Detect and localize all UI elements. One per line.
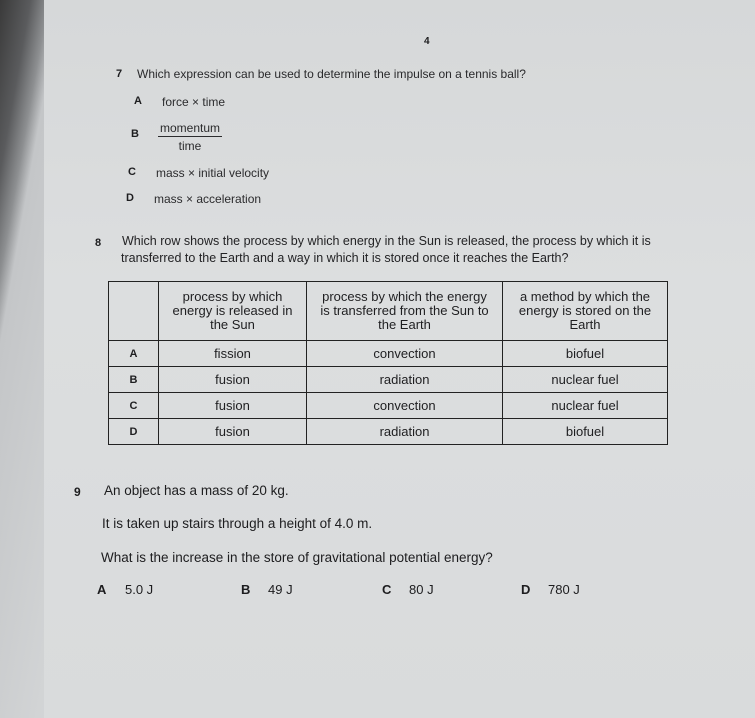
- q9-number: 9: [74, 485, 81, 499]
- q9-answer-c-letter: C: [382, 582, 392, 597]
- q9-answer-d-text: 780 J: [548, 582, 580, 597]
- row-released: fission: [159, 341, 307, 367]
- row-letter: B: [109, 367, 159, 393]
- fraction-numerator: momentum: [160, 121, 221, 135]
- q8-question-line1: Which row shows the process by which energy in the Sun is released, the process by which it is: [122, 234, 651, 248]
- row-transferred: convection: [307, 341, 503, 367]
- q7-option-c-text: mass × initial velocity: [156, 166, 270, 180]
- q7-option-d-letter: D: [126, 192, 134, 204]
- q9-line3: What is the increase in the store of gravitational potential energy?: [101, 550, 493, 565]
- table-header-row: [109, 282, 668, 341]
- row-stored: biofuel: [503, 419, 668, 445]
- row-letter: C: [109, 393, 159, 419]
- row-released: fusion: [159, 367, 307, 393]
- page-number: 4: [424, 36, 430, 47]
- q9-line1: An object has a mass of 20 kg.: [104, 483, 289, 498]
- q7-option-b-fraction: [158, 121, 222, 153]
- q7-question: Which expression can be used to determine the impulse on a tennis ball?: [137, 67, 526, 81]
- table-row: [109, 419, 668, 445]
- q8-answer-table: [108, 281, 668, 445]
- row-stored: biofuel: [503, 341, 668, 367]
- q7-option-d-text: mass × acceleration: [154, 192, 262, 206]
- row-transferred: convection: [307, 393, 503, 419]
- row-transferred: radiation: [307, 419, 503, 445]
- q7-option-c-letter: C: [128, 166, 136, 178]
- row-released: fusion: [159, 393, 307, 419]
- row-stored: nuclear fuel: [503, 393, 668, 419]
- table-row: [109, 393, 668, 419]
- fraction-denominator: time: [178, 139, 202, 153]
- q8-number: 8: [95, 237, 102, 249]
- table-header-stored: a method by which the energy is stored on the Earth: [503, 282, 668, 341]
- row-stored: nuclear fuel: [503, 367, 668, 393]
- table-row: [109, 341, 668, 367]
- row-released: fusion: [159, 419, 307, 445]
- q7-option-a-text: force × time: [162, 95, 226, 109]
- table-row: [109, 367, 668, 393]
- table-header-transferred: process by which the energy is transferred from the Sun to the Earth: [307, 282, 503, 341]
- row-letter: A: [109, 341, 159, 367]
- row-letter: D: [109, 419, 159, 445]
- q9-answer-c-text: 80 J: [409, 582, 434, 597]
- q9-answer-a-text: 5.0 J: [125, 582, 154, 597]
- q9-answer-b-letter: B: [241, 582, 251, 597]
- q9-answer-d-letter: D: [521, 582, 531, 597]
- table-header-blank: [109, 282, 159, 341]
- q9-answer-b-text: 49 J: [268, 582, 293, 597]
- q9-answer-a-letter: A: [97, 582, 107, 597]
- q7-option-a-letter: A: [134, 95, 142, 107]
- q8-question-line2: transferred to the Earth and a way in which it is stored once it reaches the Earth?: [121, 251, 569, 265]
- q7-option-b-letter: B: [131, 128, 139, 140]
- table-header-released: process by which energy is released in the Sun: [159, 282, 307, 341]
- row-transferred: radiation: [307, 367, 503, 393]
- q9-line2: It is taken up stairs through a height of 4.0 m.: [102, 516, 373, 531]
- q7-number: 7: [116, 68, 123, 80]
